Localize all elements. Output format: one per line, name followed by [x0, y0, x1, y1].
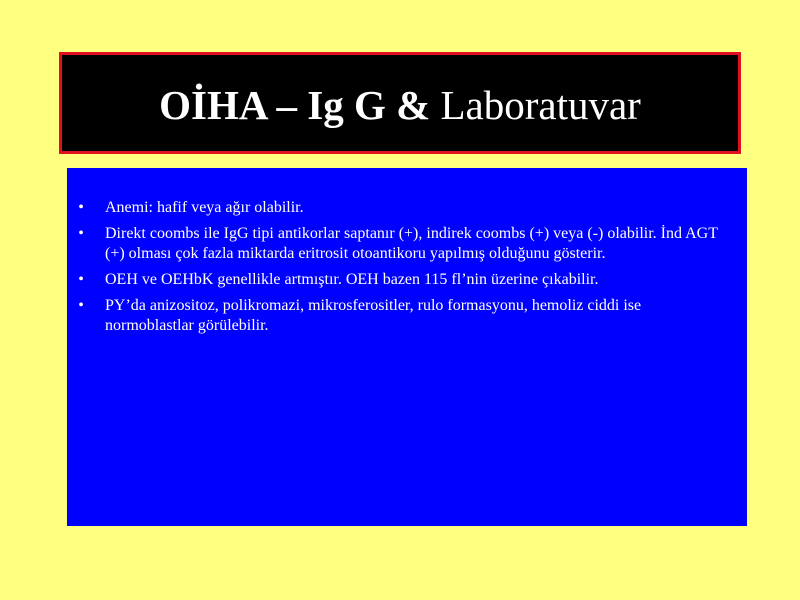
slide-title-normal: Laboratuvar	[440, 82, 641, 128]
bullet-text: PY’da anizositoz, polikromazi, mikrosferositler, rulo formasyonu, hemoliz ciddi ise normoblastlar görülebilir.	[105, 297, 642, 334]
slide-content-box	[67, 168, 747, 526]
bullet-icon: •	[78, 199, 84, 216]
bullet-text: Direkt coombs ile IgG tipi antikorlar saptanır (+), indirek coombs (+) veya (-) olabilir. İnd AGT (+) olması çok fazla miktarda eritrosit otoantikoru yapılmış olduğunu gösterir.	[105, 225, 718, 262]
bullet-list	[75, 198, 733, 336]
bullet-icon: •	[78, 297, 84, 314]
bullet-item	[75, 224, 733, 264]
bullet-text: OEH ve OEHbK genellikle artmıştır. OEH bazen 115 fl’nin üzerine çıkabilir.	[105, 271, 599, 288]
bullet-icon: •	[78, 271, 84, 288]
bullet-item	[75, 270, 733, 290]
bullet-text: Anemi: hafif veya ağır olabilir.	[105, 199, 304, 216]
slide-title-box	[59, 52, 741, 154]
slide-title	[159, 81, 641, 129]
bullet-icon: •	[78, 225, 84, 242]
slide-title-bold: OİHA – Ig G &	[159, 82, 441, 128]
bullet-item	[75, 198, 733, 218]
bullet-item	[75, 296, 733, 336]
